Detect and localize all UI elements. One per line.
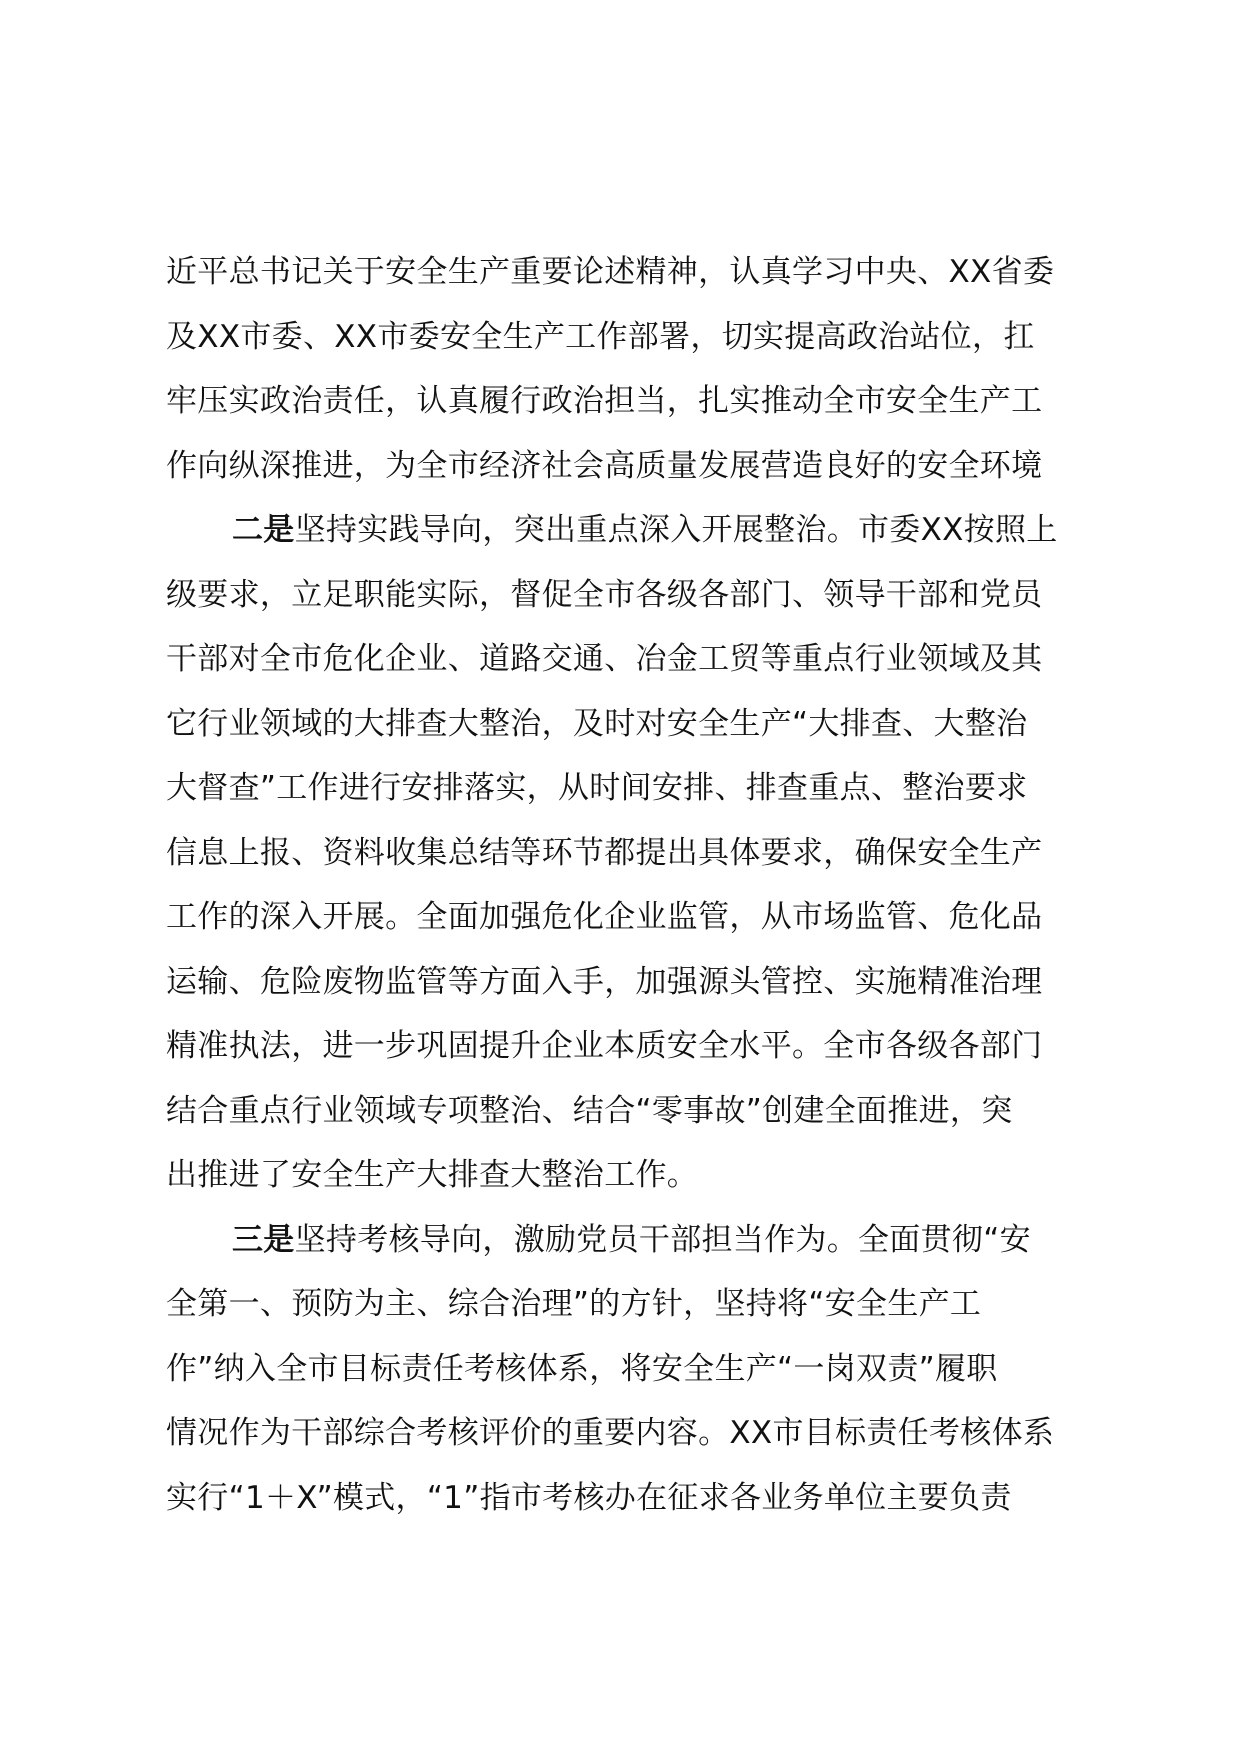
text-line: 及XX市委、XX市委安全生产工作部署，切实提高政治站位，扛: [166, 318, 1035, 355]
text-line: 它行业领域的大排查大整治，及时对安全生产“大排查、大整治: [166, 705, 1028, 742]
paragraph-start-line: [166, 498, 1101, 563]
text-line: 运输、危险废物监管等方面入手，加强源头管控、实施精准治理: [166, 963, 1043, 1000]
text-line: 作向纵深推进，为全市经济社会高质量发展营造良好的安全环境: [166, 447, 1043, 484]
text-line: 结合重点行业领域专项整治、结合“零事故”创建全面推进，突: [166, 1092, 1013, 1129]
text-line: 干部对全市危化企业、道路交通、冶金工贸等重点行业领域及其: [166, 641, 1043, 677]
paragraph-lead: 二是: [232, 512, 295, 548]
text-line: 情况作为干部综合考核评价的重要内容。XX市目标责任考核体系: [166, 1415, 1055, 1451]
text-line: 大督查”工作进行安排落实，从时间安排、排查重点、整治要求: [166, 770, 1028, 806]
text-line: 全第一、预防为主、综合治理”的方针，坚持将“安全生产工: [166, 1286, 982, 1322]
text-line: 信息上报、资料收集总结等环节都提出具体要求，确保安全生产: [166, 834, 1043, 871]
paragraph-start-line: [166, 1208, 1101, 1273]
paragraph-lead: 三是: [232, 1221, 295, 1258]
text-line: 牢压实政治责任，认真履行政治担当，扎实推动全市安全生产工: [166, 383, 1043, 419]
document-body: [166, 240, 1101, 1530]
text-line: 出推进了安全生产大排查大整治工作。: [166, 1157, 699, 1193]
text-run: 坚持实践导向，突出重点深入开展整治。市委XX按照上: [294, 512, 1058, 548]
text-line: 作”纳入全市目标责任考核体系，将安全生产“一岗双责”履职: [166, 1350, 998, 1387]
text-line: 精准执法，进一步巩固提升企业本质安全水平。全市各级各部门: [166, 1028, 1043, 1064]
text-line: 级要求，立足职能实际，督促全市各级各部门、领导干部和党员: [166, 576, 1043, 613]
text-run: 坚持考核导向，激励党员干部担当作为。全面贯彻“安: [294, 1221, 1031, 1258]
text-line: 实行“1＋X”模式，“1”指市考核办在征求各业务单位主要负责: [166, 1479, 1012, 1516]
text-line: 近平总书记关于安全生产重要论述精神，认真学习中央、XX省委: [166, 254, 1055, 290]
text-line: 工作的深入开展。全面加强危化企业监管，从市场监管、危化品: [166, 899, 1043, 935]
